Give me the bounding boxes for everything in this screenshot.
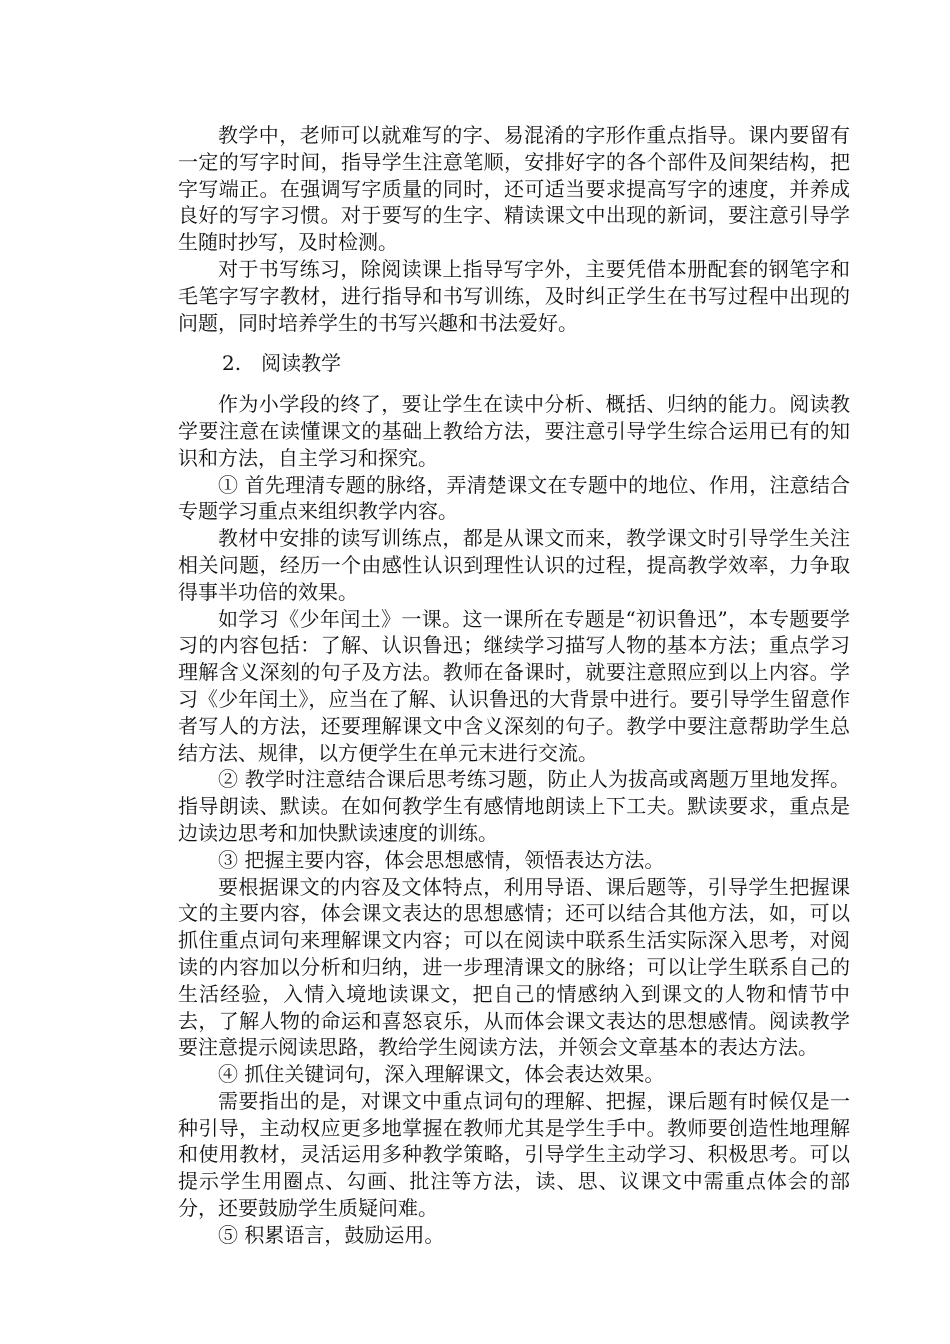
paragraph-reading-intro: 作为小学段的终了，要让学生在读中分析、概括、归纳的能力。阅读教学要注意在读懂课文的基础上教给方法，要注意引导学生综合运用已有的知识和方法，自主学习和探究。 <box>178 392 850 470</box>
section-heading-reading: 2. 阅读教学 <box>222 351 342 376</box>
paragraph-example-runtu: 如学习《少年闰土》一课。这一课所在专题是“初识鲁迅”，本专题要学习的内容包括：了解、认识鲁迅；继续学习描写人物的基本方法；重点学习理解含义深刻的句子及方法。教师在备课时，就要注意照应到以上内容。学习《少年闰土》，应当在了解、认识鲁迅的大背景中进行。要引导学生留意作者写人的方法，还要理解课文中含义深刻的句子。教学中要注意帮助学生总结方法、规律，以方便学生在单元末进行交流。 <box>178 606 850 765</box>
paragraph-point-3: ③ 把握主要内容，体会思想感情，领悟表达方法。 <box>218 847 665 872</box>
paragraph-key-phrases: 需要指出的是，对课文中重点词句的理解、把握，课后题有时候仅是一种引导，主动权应更多地掌握在教师尤其是学生手中。教师要创造性地理解和使用教材，灵活运用多种教学策略，引导学生主动学习、积极思考。可以提示学生用圈点、勾画、批注等方法，读、思、议课文中需重点体会的部分，还要鼓励学生质疑问难。 <box>178 1088 850 1221</box>
paragraph-point-1: ① 首先理清专题的脉络，弄清楚课文在专题中的地位、作用，注意结合专题学习重点来组织教学内容。 <box>178 472 850 524</box>
paragraph-writing-guidance: 教学中，老师可以就难写的字、易混淆的字形作重点指导。课内要留有一定的写字时间，指导学生注意笔顺，安排好字的各个部件及间架结构，把字写端正。在强调写字质量的同时，还可适当要求提高写字的速度，并养成良好的写字习惯。对于要写的生字、精读课文中出现的新词，要注意引导学生随时抄写，及时检测。 <box>178 123 850 255</box>
paragraph-point-5: ⑤ 积累语言，鼓励运用。 <box>218 1222 445 1247</box>
document-page <box>178 122 850 1249</box>
paragraph-training-points: 教材中安排的读写训练点，都是从课文而来，教学课文时引导学生关注相关问题，经历一个由感性认识到理性认识的过程，提高教学效率，力争取得事半功倍的效果。 <box>178 526 850 604</box>
paragraph-point-2: ② 教学时注意结合课后思考练习题，防止人为拔高或离题万里地发挥。指导朗读、默读。在如何教学生有感情地朗读上下工夫。默读要求，重点是边读边思考和加快默读速度的训练。 <box>178 767 850 845</box>
paragraph-point-4: ④ 抓住关键词句，深入理解课文，体会表达效果。 <box>218 1062 665 1087</box>
paragraph-main-content: 要根据课文的内容及文体特点，利用导语、课后题等，引导学生把握课文的主要内容，体会课文表达的思想感情；还可以结合其他方法，如，可以抓住重点词句来理解课文内容；可以在阅读中联系生活实际深入思考，对阅读的内容加以分析和归纳，进一步理清课文的脉络；可以让学生联系自己的生活经验，入情入境地读课文，把自己的情感纳入到课文的人物和情节中去，了解人物的命运和喜怒哀乐，从而体会课文表达的思想感情。阅读教学要注意提示阅读思路，教给学生阅读方法，并领会文章基本的表达方法。 <box>178 874 850 1060</box>
paragraph-writing-practice: 对于书写练习，除阅读课上指导写字外，主要凭借本册配套的钢笔字和毛笔字写字教材，进行指导和书写训练，及时纠正学生在书写过程中出现的问题，同时培养学生的书写兴趣和书法爱好。 <box>178 256 850 335</box>
